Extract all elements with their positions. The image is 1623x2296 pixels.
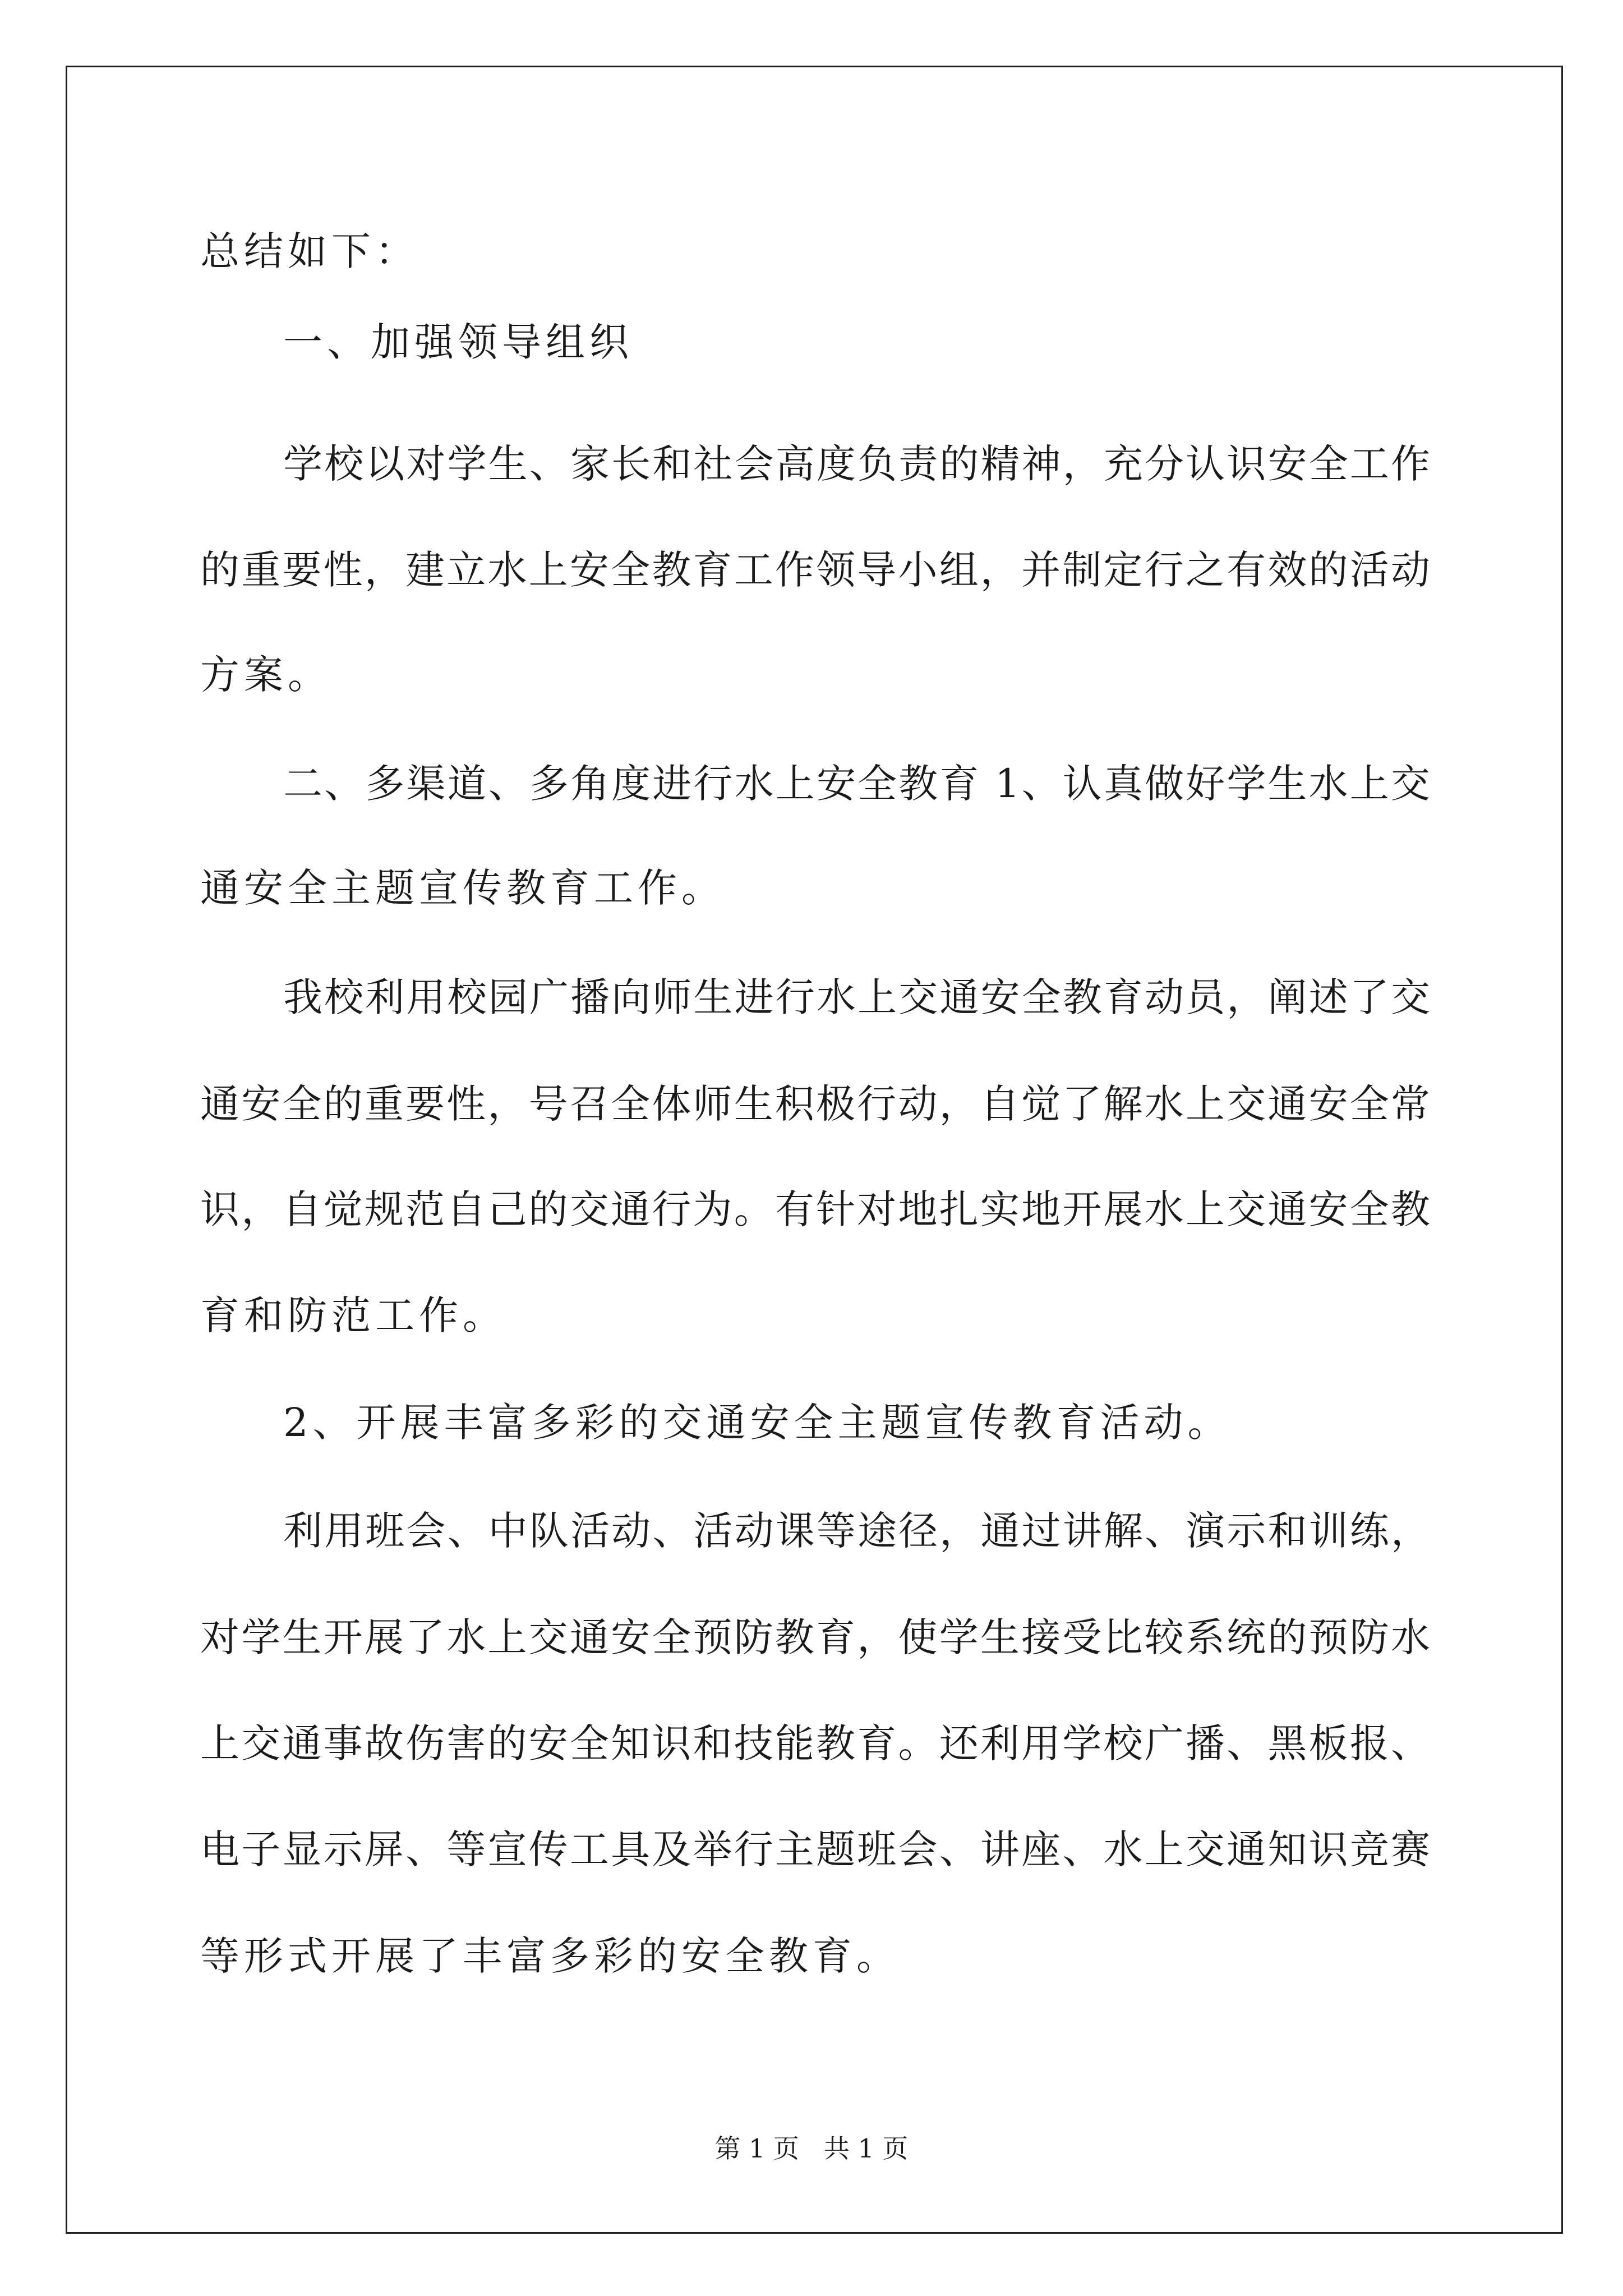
text-line-15: 上交通事故伤害的安全知识和技能教育。还利用学校广播、黑板报、 bbox=[200, 1720, 1430, 1766]
text-line-17: 等形式开展了丰富多彩的安全教育。 bbox=[200, 1933, 900, 1979]
text-line-16: 电子显示屏、等宣传工具及举行主题班会、讲座、水上交通知识竞赛 bbox=[200, 1826, 1430, 1872]
text-line-14: 对学生开展了水上交通安全预防教育，使学生接受比较系统的预防水 bbox=[200, 1614, 1430, 1660]
section-heading-1: 一、加强领导组织 bbox=[283, 319, 633, 365]
text-line-13: 利用班会、中队活动、活动课等途径，通过讲解、演示和训练， bbox=[283, 1508, 1430, 1554]
text-line-1: 总结如下： bbox=[200, 228, 419, 274]
text-line-11: 育和防范工作。 bbox=[200, 1292, 506, 1338]
section-heading-2: 二、多渠道、多角度进行水上安全教育 1、认真做好学生水上交 bbox=[283, 761, 1430, 807]
text-line-4: 的重要性，建立水上安全教育工作领导小组，并制定行之有效的活动 bbox=[200, 547, 1430, 593]
text-line-9: 通安全的重要性，号召全体师生积极行动，自觉了解水上交通安全常 bbox=[200, 1081, 1430, 1127]
text-line-8: 我校利用校园广播向师生进行水上交通安全教育动员，阐述了交 bbox=[283, 974, 1430, 1020]
text-line-10: 识，自觉规范自己的交通行为。有针对地扎实地开展水上交通安全教 bbox=[200, 1186, 1430, 1232]
page-number-footer: 第 1 页 共 1 页 bbox=[714, 2133, 909, 2164]
text-line-3: 学校以对学生、家长和社会高度负责的精神，充分认识安全工作 bbox=[283, 441, 1430, 487]
text-line-7: 通安全主题宣传教育工作。 bbox=[200, 865, 725, 911]
page-border bbox=[66, 66, 1563, 2234]
text-line-12: 2、开展丰富多彩的交通安全主题宣传教育活动。 bbox=[283, 1400, 1232, 1446]
text-line-5: 方案。 bbox=[200, 652, 331, 698]
